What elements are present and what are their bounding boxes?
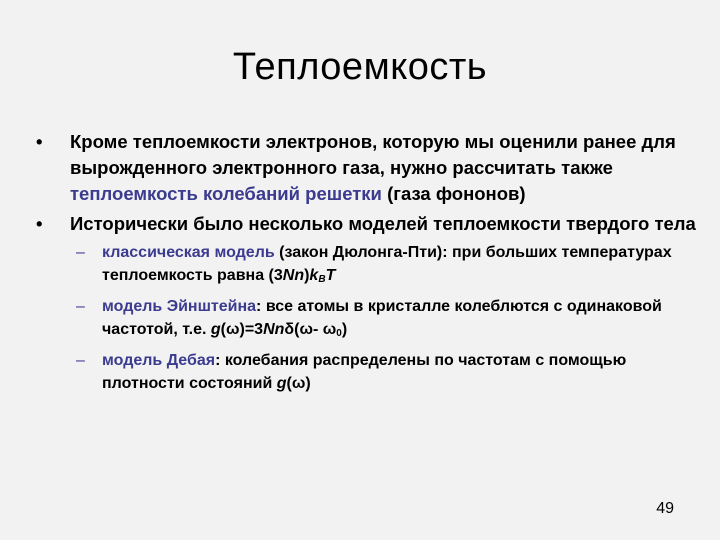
model-item-classical [36,241,696,291]
formula-var: g [276,375,287,392]
bullet-1-text: Кроме теплоемкости электронов, которую мы оценили ранее для вырожденного электронного газа, нужно рассчитать также [70,131,676,178]
bullet-2-text: Исторически было несколько моделей теплоемкости твердого тела [70,213,696,234]
formula-text: ) [304,267,310,284]
slide-title: Теплоемкость [232,46,488,88]
formula-var: k [309,267,319,284]
slide-content [36,129,696,399]
formula-text: (ω) [286,375,311,392]
formula-var: Nn [263,321,285,338]
dash-icon: – [76,298,85,315]
model-item-einstein [36,295,696,345]
dash-icon: – [76,244,85,261]
formula-subscript: 0 [336,328,342,339]
formula-var: T [325,267,336,284]
bullet-icon: • [36,131,43,152]
model-desc: : все атомы в кристалле колеблются с одинаковой частотой, т.е. [102,298,662,338]
model-name: модель Дебая [102,352,216,369]
formula-text: ) [341,321,348,338]
formula-text: (ω)=3 [220,321,264,338]
bullet-1-highlight: теплоемкость колебаний решетки [70,183,382,204]
bullet-1-text-end: (газа фононов) [381,183,526,204]
model-item-debye [36,349,696,395]
formula-var: Nn [282,267,305,284]
bullet-item-2 [36,211,696,237]
bullet-item-1 [36,129,696,207]
dash-icon: – [76,352,85,369]
model-name: классическая модель [102,244,275,261]
formula-subscript: B [318,274,326,285]
model-desc: : колебания распределены по частотам с помощью плотности состояний [102,352,627,392]
model-name: модель Эйнштейна [102,298,257,315]
formula-var: g [210,321,221,338]
page-number: 49 [656,500,674,517]
bullet-icon: • [36,213,43,234]
model-desc: (закон Дюлонга-Пти): при больших температурах теплоемкость равна (3 [102,244,672,284]
formula-text: δ(ω- ω [284,321,337,338]
